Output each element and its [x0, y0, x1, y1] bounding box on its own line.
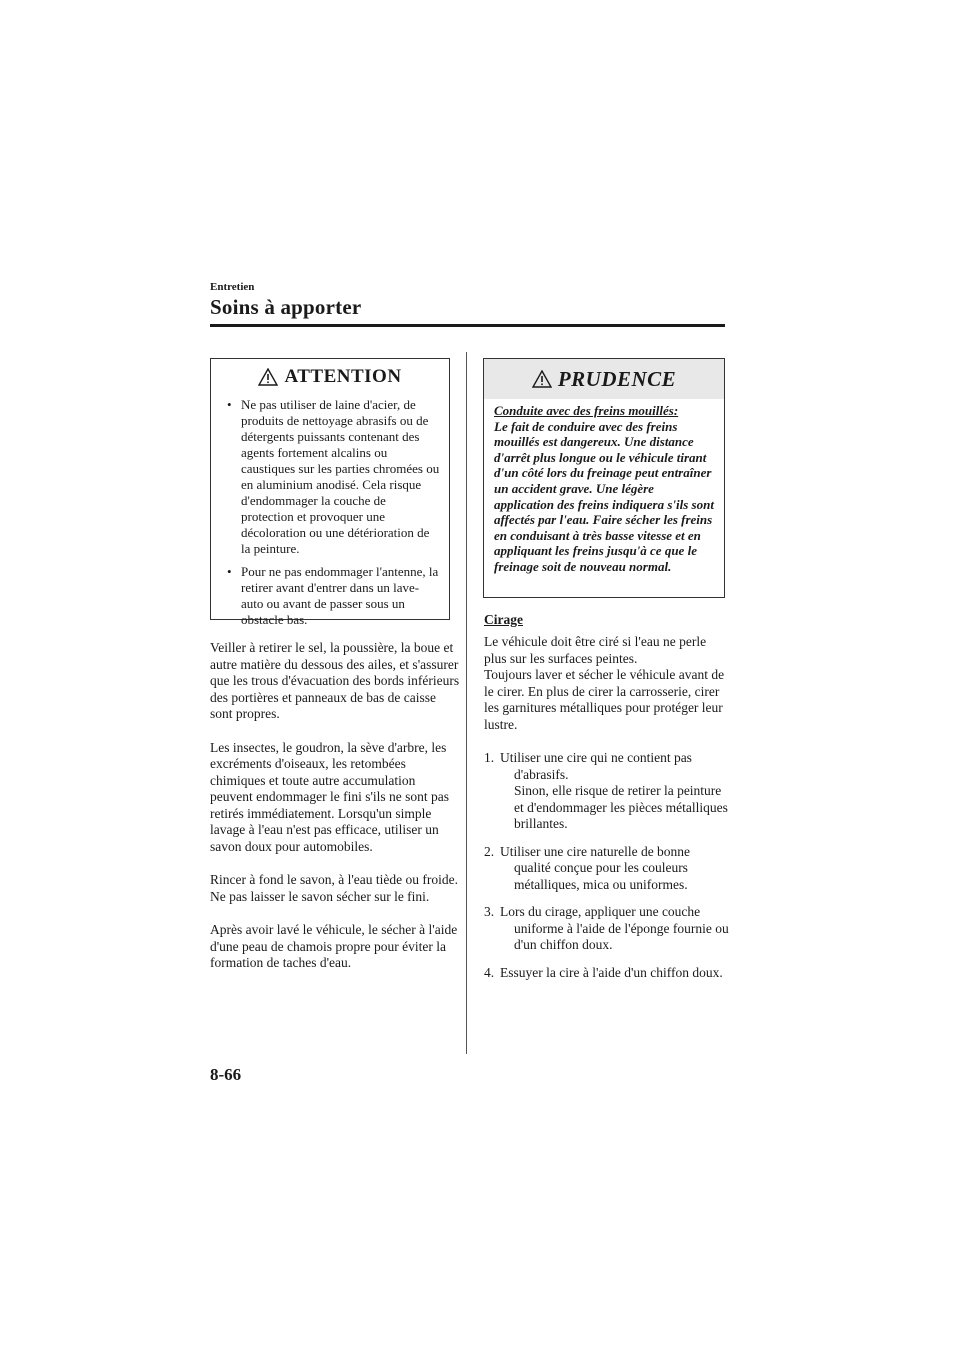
step-subtext: Sinon, elle risque de retirer la peinture et d'endommager les pièces métalliques brillantes. — [514, 783, 728, 831]
attention-title: ATTENTION — [284, 366, 402, 387]
prudence-title: PRUDENCE — [557, 366, 677, 391]
step-number: 1. — [484, 750, 495, 765]
list-item — [484, 904, 729, 954]
attention-box — [210, 358, 450, 627]
prudence-header — [484, 359, 724, 399]
step-text: Essuyer la cire à l'aide d'un chiffon doux. — [500, 964, 723, 980]
paragraph: Les insectes, le goudron, la sève d'arbre, les excréments d'oiseaux, les retombées chimiques et toute autre accumulation peuvent endommager le fini s'ils ne sont pas retirés immédiatement. Lorsqu'un simple lavage à l'eau n'est pas efficace, utiliser un savon doux pour automobiles. — [210, 739, 450, 854]
step-number: 3. — [484, 904, 495, 919]
list-item — [484, 965, 729, 982]
paragraph: Après avoir lavé le véhicule, le sécher à l'aide d'une peau de chamois propre pour éviter la formation de taches d'eau. — [210, 922, 458, 970]
header-rule — [210, 324, 725, 327]
step-number: 2. — [484, 843, 495, 859]
paragraph: Veiller à retirer le sel, la poussière, la boue et autre matière du dessous des ailes, et s'assurer que les trous d'évacuation des bords inférieurs des portières et panneaux de bas de caisse sont propres. — [210, 640, 460, 721]
step-text: Utiliser une cire qui ne contient pas d'abrasifs. — [500, 750, 692, 782]
step-text: Utiliser une cire naturelle de bonne qualité conçue pour les couleurs métalliques, mica ou uniformes. — [500, 843, 691, 892]
attention-item: • Ne pas utiliser de laine d'acier, de produits de nettoyage abrasifs ou de détergents puissants contenant des agents fortement alcalins ou caustiques sur les parties chromées ou en aluminium anodisé. Cela risque d'endommager la couche de protection et provoquer une décoloration ou une détérioration de la peinture. — [227, 397, 441, 557]
cirage-intro: Le véhicule doit être ciré si l'eau ne perle plus sur les surfaces peintes. — [484, 634, 707, 666]
paragraph: Rincer à fond le savon, à l'eau tiède ou froide. Ne pas laisser le savon sécher sur le fini. — [210, 872, 458, 904]
attention-item: • Pour ne pas endommager l'antenne, la retirer avant d'entrer dans un lave-auto ou avant de passer sous un obstacle bas. — [227, 564, 441, 628]
page-number: 8-66 — [210, 1065, 242, 1084]
list-item — [484, 750, 729, 833]
attention-list — [211, 395, 449, 628]
warning-triangle-icon — [258, 368, 278, 386]
section-label: Entretien — [210, 281, 255, 293]
prudence-body — [484, 399, 724, 575]
cirage-steps — [484, 750, 729, 981]
cirage-heading: Cirage — [484, 612, 523, 627]
cirage-intro: Toujours laver et sécher le véhicule avant de le cirer. En plus de cirer la carrosserie, cirer les garnitures métalliques pour protéger leur lustre. — [484, 667, 725, 732]
list-item — [484, 844, 729, 894]
warning-triangle-icon — [532, 370, 552, 388]
prudence-heading: Conduite avec des freins mouillés: — [494, 403, 679, 418]
prudence-text: Le fait de conduire avec des freins mouillés est dangereux. Une distance d'arrêt plus longue ou le véhicule tirant d'un côté lors du freinage peut entraîner un accident grave. Une légère application des freins indiquera s'ils sont affectés par l'eau. Faire sécher les freins en conduisant à très basse vitesse et en appliquant les freins jusqu'à ce que le freinage soit de nouveau normal. — [494, 418, 714, 574]
page-title: Soins à apporter — [210, 295, 362, 319]
attention-header — [211, 359, 449, 395]
step-number: 4. — [484, 964, 495, 980]
column-divider — [466, 352, 467, 1054]
prudence-box — [483, 358, 725, 598]
right-column-text — [484, 612, 729, 992]
step-text: Lors du cirage, appliquer une couche uniforme à l'aide de l'éponge fournie ou d'un chiffon doux. — [500, 904, 729, 952]
left-column-text — [210, 640, 460, 989]
